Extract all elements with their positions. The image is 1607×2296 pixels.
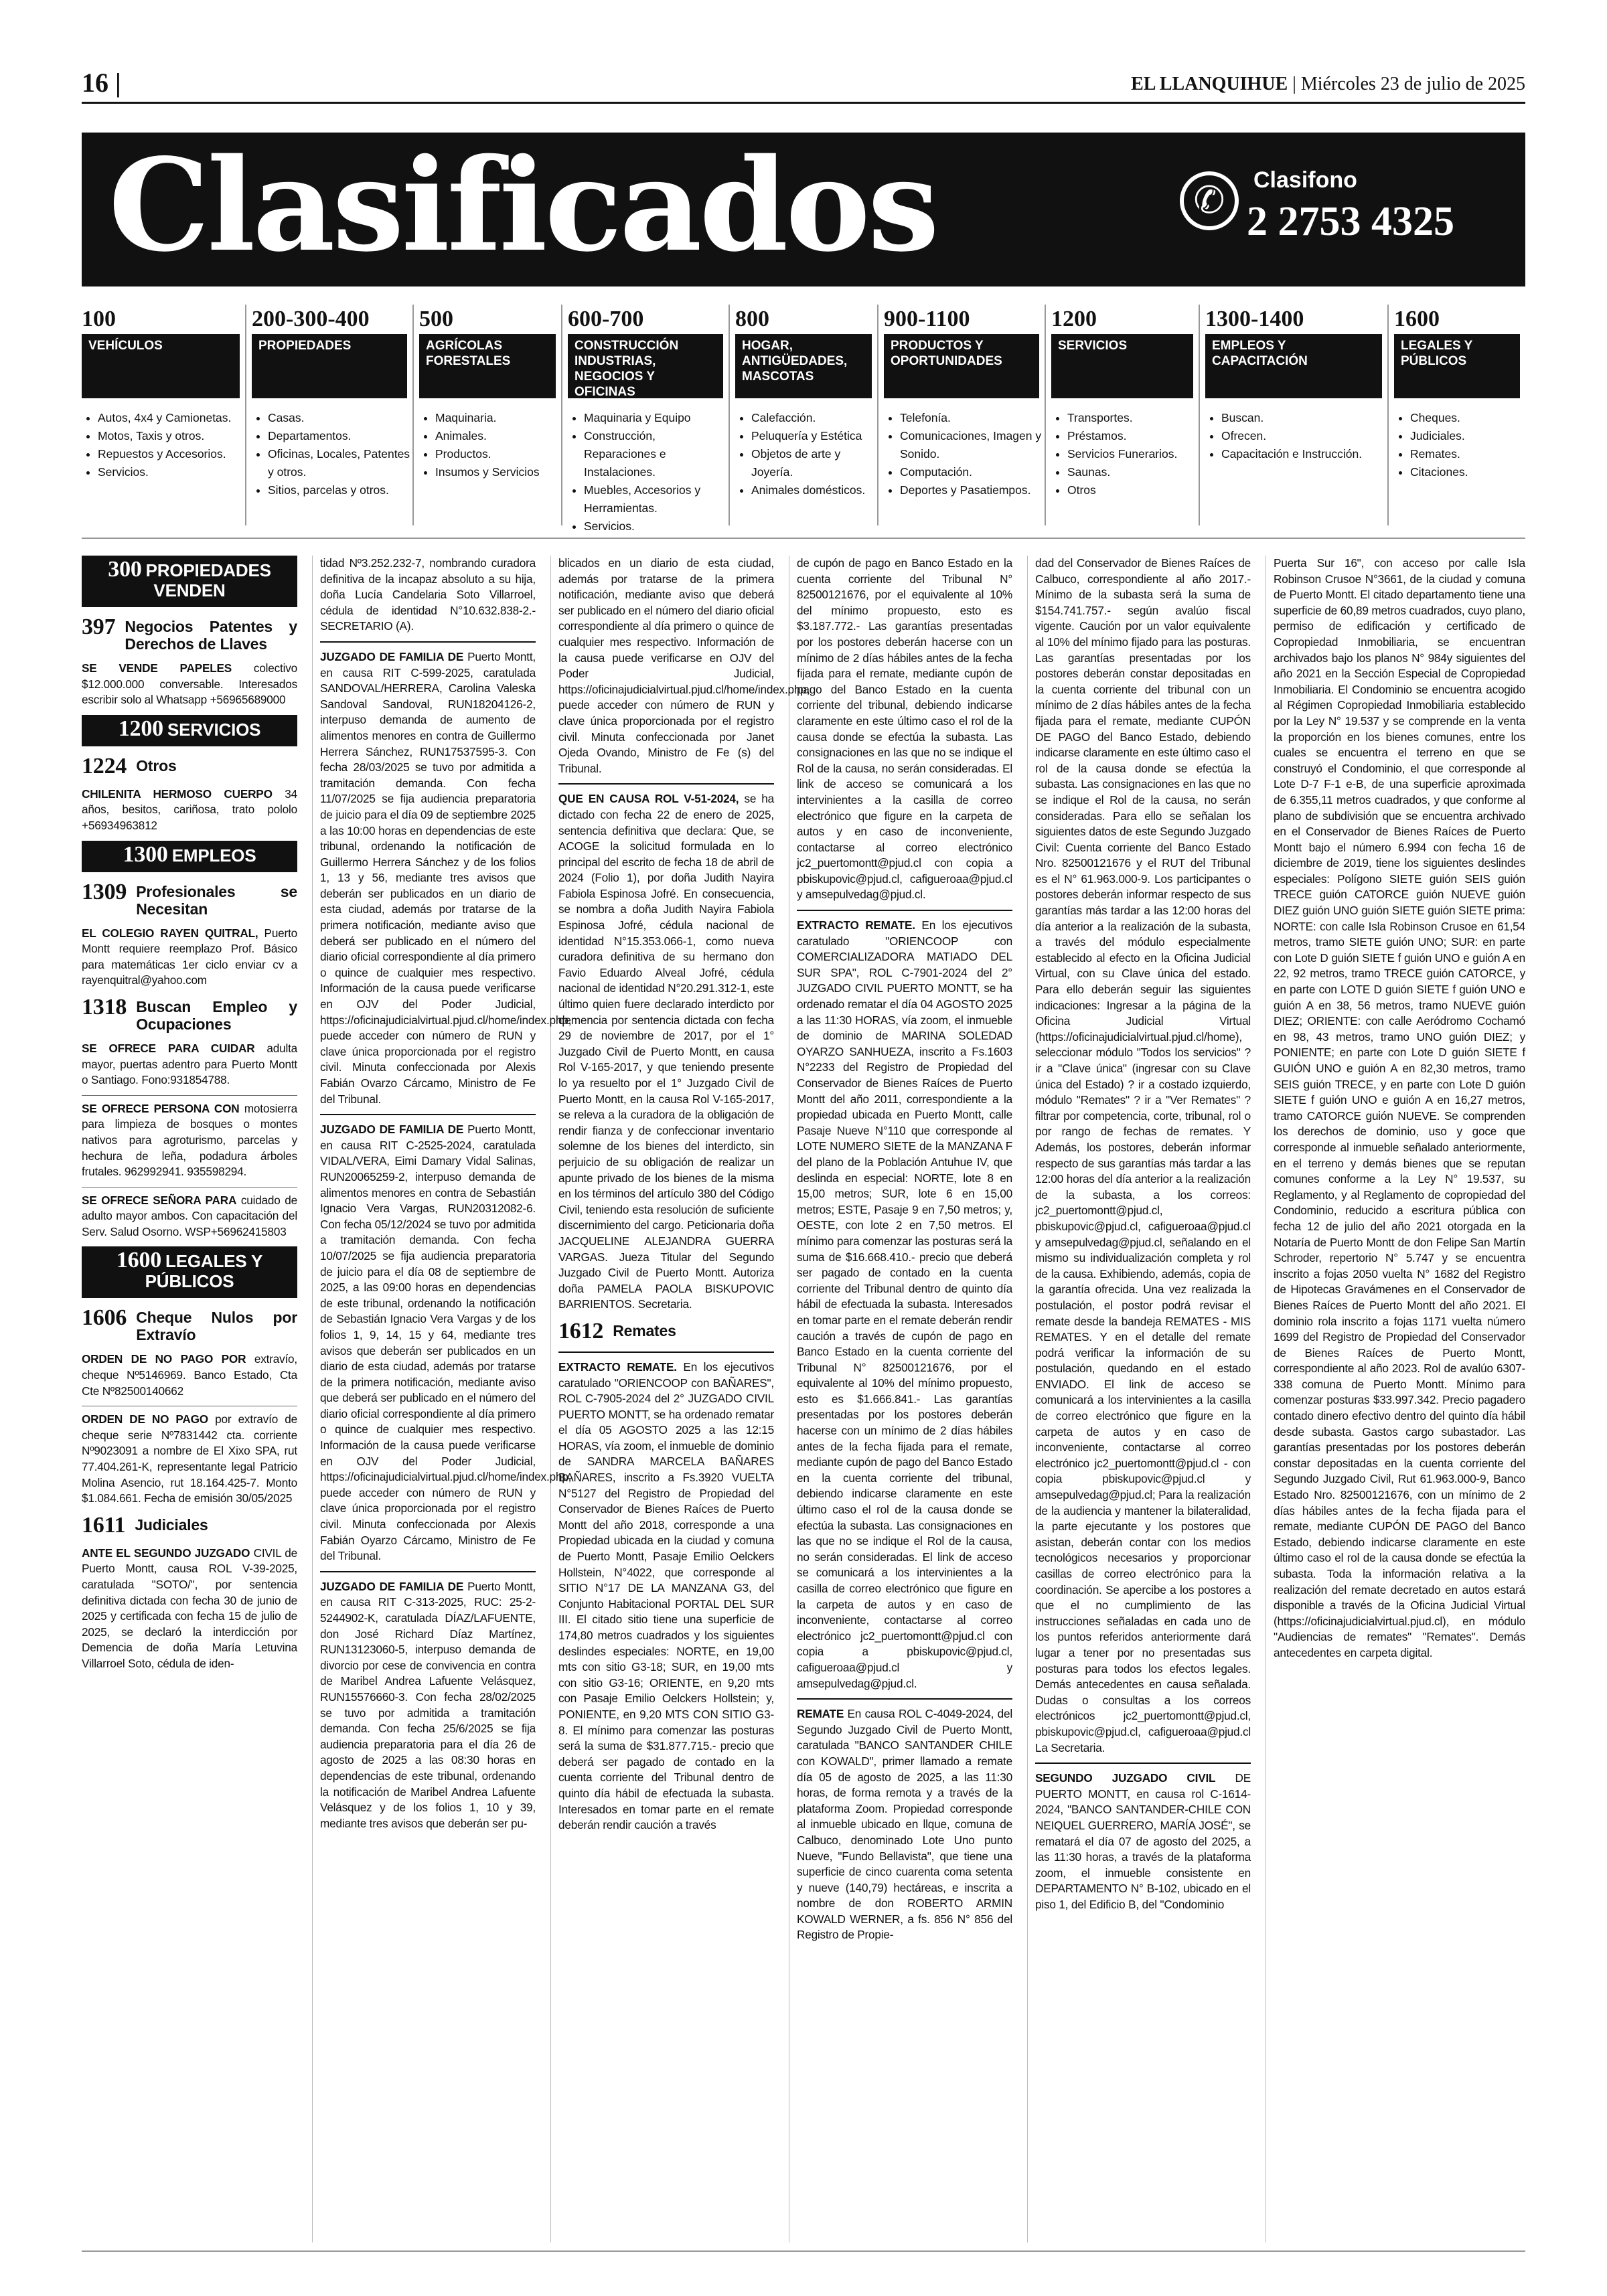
column-divider xyxy=(1027,556,1028,2242)
category-label: PROPIEDADES xyxy=(252,334,407,398)
subsection-label: Otros xyxy=(136,756,177,774)
category-item: • Préstamos. xyxy=(1067,427,1199,445)
category-item: • Judiciales. xyxy=(1410,427,1525,445)
ad-lead: EL COLEGIO RAYEN QUITRAL, xyxy=(82,926,258,940)
classified-ad xyxy=(82,1041,297,1088)
category-item: • Objetos de arte y Joyería. xyxy=(751,445,877,481)
notice-lead: JUZGADO DE FAMILIA DE xyxy=(320,1579,464,1593)
classified-ad xyxy=(82,1101,297,1180)
notice-text: En los ejecutivos caratulado "ORIENCOOP con BAÑARES", ROL C-7905-2024 del 2° JUZGADO CIVIL PUERTO MONTT, se ha ordenado rematar el día 05 AGOSTO 2025 a las 12:15 HORAS, vía zoom, el inmueble de dominio de SANDRA MARCELA BAÑARES BAÑARES, inscrito a Fs.3920 VUELTA N°5127 del Registro de Propiedad del Conservador de Bienes Raíces de Puerto Montt del año 2018, corresponde a una Propiedad ubicada en la ciudad y comuna de Puerto Montt, Pasaje Emilio Oelckers Hollstein, N°4022, que corresponde al SITIO N°17 DE LA MANZANA G3, del Conjunto Habitacional PORTAL DEL SUR III. El citado sitio tiene una superficie de 174,80 metros cuadrados y los siguientes deslindes especiales: NORTE, en 19,00 mts con sitio G3-18; SUR, en 19,00 mts con sitio G3-16; ORIENTE, en 9,20 mts con Pasaje Emilio Oelckers Hollstein; y, PONIENTE, en 9,20 MTS CON SITIO G3-8. El mínimo para comenzar las posturas será la suma de $31.877.715.- precio que deberá ser pagado de contado en la cuenta corriente del Tribunal dentro de quinto día hábil de efectuada la subasta. Interesados en tomar parte en el remate deberán rendir caución a través xyxy=(558,1360,774,1832)
category-number: 800 xyxy=(735,307,769,331)
divider xyxy=(558,783,774,785)
category-item: • Peluquería y Estética xyxy=(751,427,877,445)
category-item: • Servicios. xyxy=(584,517,729,536)
classified-ad xyxy=(82,661,297,708)
ad-lead: ORDEN DE NO PAGO xyxy=(82,1412,208,1426)
footer-divider xyxy=(82,2250,1525,2252)
publication-name: EL LLANQUIHUE xyxy=(1131,74,1288,94)
classified-ad xyxy=(82,1546,297,1672)
page-number: 16 | xyxy=(82,68,121,98)
section-label: PROPIEDADES VENDEN xyxy=(145,560,271,600)
category-item: • Motos, Taxis y otros. xyxy=(98,427,245,445)
notice-text: En los ejecutivos caratulado "ORIENCOOP con COMERCIALIZADORA MATIADO DEL SUR SPA", ROL C-7901-2024 del 2° JUZGADO CIVIL PUERTO MONTT, se ha ordenado rematar el día 04 AGOSTO 2025 a las 11:30 HORAS, vía zoom, el inmueble de dominio de MARINA SOLEDAD OYARZO SANHUEZA, inscrito a Fs.1603 N°2233 del Registro de Propiedad del Conservador de Bienes Raíces de Puerto Montt del año 2011, correspondiente a la propiedad ubicada en Puerto Montt, calle Pasaje Nueve N°110 que corresponde al LOTE NUMERO SIETE de la MANZANA F del plano de la Población Antuhue IV, que deslinda en especial: NORTE, lote 8 en 15,00 metros; SUR, lote 6 en 15,00 metros; ESTE, Pasaje 9 en 7,50 metros; y, OESTE, con lote 2 en 7,50 metros. El mínimo para comenzar las posturas será la suma de $16.668.410.- precio que deberá ser pagado de contado en la cuenta corriente del Tribunal dentro de quinto día hábil de efectuada la subasta. Interesados en tomar parte en el remate deberán rendir caución a través de cupón de pago en Banco Estado en la cuenta corriente del Tribunal N° 82500121676, por el equivalente al 10% del mínimo propuesto, esto es $1.666.841.- Las garantías presentadas por los postores deberán hacerse con un mínimo de 2 días hábiles antes de la fecha fijada para el remate, mediante cupón de pago del Banco Estado en la cuenta corriente del tribunal, debiendo indicarse claramente en este último caso el rol de la causa donde se efectúa la subasta. Las consignaciones en las que no se indique el Rol de la causa, no serán consideradas. El link de acceso se comunicará a los intervinientes a la casilla de correo electrónico que figure en la carpeta de autos y en caso de inconveniente, contactarse al correo electrónico jc2_puertomontt@pjud.cl con copia a pbiskupovic@pjud.cl, cafigueroaa@pjud.cl y amsepulvedag@pjud.cl. xyxy=(797,918,1012,1690)
subsection-397 xyxy=(82,615,297,653)
category-item: • Construcción, Reparaciones e Instalaciones. xyxy=(584,427,729,481)
category-items xyxy=(1394,409,1525,481)
category-items xyxy=(568,409,729,536)
classified-ad xyxy=(82,1193,297,1240)
category-number: 200-300-400 xyxy=(252,307,370,331)
notice-lead: QUE EN CAUSA ROL V-51-2024, xyxy=(558,792,739,806)
subsection-label: Negocios Patentes y Derechos de Llaves xyxy=(125,618,297,653)
category-200-300-400 xyxy=(245,305,412,525)
ad-text: extravío, cheque Nº5146969. Banco Estado, Cta Cte Nº82500140662 xyxy=(82,1352,297,1398)
notice-lead: JUZGADO DE FAMILIA DE xyxy=(320,1123,464,1137)
subsection-1612 xyxy=(558,1319,774,1343)
ad-lead: ORDEN DE NO PAGO POR xyxy=(82,1352,246,1366)
classified-ad xyxy=(82,787,297,834)
subsection-label: Profesionales se Necesitan xyxy=(136,882,297,918)
classified-ad xyxy=(82,1351,297,1399)
legal-notice xyxy=(1035,1771,1251,1912)
category-number: 900-1100 xyxy=(884,307,970,331)
category-label: VEHÍCULOS xyxy=(82,334,240,398)
category-items xyxy=(735,409,877,499)
category-item: • Saunas. xyxy=(1067,463,1199,481)
subsection-label: Judiciales xyxy=(135,1515,208,1534)
notice-lead: REMATE xyxy=(797,1707,844,1721)
section-header-1600 xyxy=(82,1246,297,1298)
legal-notice: dad del Conservador de Bienes Raíces de Calbuco, correspondiente al año 2017.- Mínimo de la subasta será la suma de $154.741.757.- según avalúo fiscal vigente. Caución por un valor equivalente al 10% del mínimo fijado para las posturas. Las garantías presentadas por los postores deberán constar depositadas en la cuenta corriente del tribunal con un mínimo de 2 días hábiles antes de la fecha fijada para el remate, mediante CUPÓN DE PAGO del Banco Estado, debiendo indicarse claramente en este último caso el rol de la causa donde se efectúa la subasta. Las consignaciones en las que no se indique el Rol de la causa, no serán consideradas. Para ello se señalan los siguientes datos de este Segundo Juzgado Civil: Cuenta corriente del Banco Estado Nro. 82500121676 y el RUT del Tribunal es el N° 61.963.000-9. Los participantes o postores deberán informar respecto de sus garantías más tardar a las 12:00 horas del día anterior a la realización de la subasta, a través del módulo especialmente establecido al efecto en la Oficina Judicial Virtual, con su Clave única del estado. Para ello deberán seguir las siguientes indicaciones: Ingresar a la página de la Oficina Judicial Virtual (https://oficinajudicialvirtual.pjud.cl/home), seleccionar módulo "Todos los servicios" ? ir a "Clave única" (ingresar con su Clave única del Estado) ? ir a costado izquierdo, módulo "Remates" ? ir a "Ver Remates" ? filtrar por competencia, corte, tribunal, rol o por rango de fechas de remates. Y Además, los postores, deberán informar respecto de sus garantías más tardar a las 12:00 horas del día anterior a la realización de la subasta, a los correos: jc2_puertomontt@pjud.cl, pbiskupovic@pjud.cl, cafigueroaa@pjud.cl y amsepulvedag@pjud.cl, señalando en el mismo su individualización completa y rol de la causa. Exhibiendo, además, copia de la garantía ofrecida. Una vez realizada la postulación, el postor podrá revisar el remate desde la bandeja REMATES - MIS REMATES. Y en el detalle del remate podrá verificar la información de su postulación, quedando en el estado ENVIADO. El link de acceso se comunicará a los intervinientes a la casilla de correo electrónico que figure en la carpeta de autos y en caso de inconveniente, contactarse al correo electrónico jc2_puertomontt@pjud.cl - con copia pbiskupovic@pjud.cl y amsepulvedag@pjud.cl; Para la realización de la audiencia y mantener la bilateralidad, la parte ejecutante y los postores que asistan, deberán contar con los medios tecnológicos necesarios y proporcionar casillas de correo electrónico para la coordinación. Se apercibe a los postores a que el no cumplimiento de las instrucciones señaladas en cada uno de los puntos referidos anteriormente dará lugar a tener por no presentadas sus posturas para todos los efectos legales. Demás antecedentes en causa señalada. Dudas o consultas a los correos electrónicos jc2_puertomontt@pjud.cl, pbiskupovic@pjud.cl, cafigueroaa@pjud.cl La Secretaria. xyxy=(1035,556,1251,1754)
subsection-number: 1224 xyxy=(82,753,127,778)
subsection-number: 1611 xyxy=(82,1512,126,1538)
ad-text: por extravío de cheque serie Nº7831442 cta. corriente Nº9023091 a nombre de El Xixo SPA, rut 77.404.261-K, representante legal Patricio Molina Asencio, rut 18.164.425-7. Monto $1.084.661. Fecha de emisión 30/05/2025 xyxy=(82,1412,297,1505)
category-item: • Repuestos y Accesorios. xyxy=(98,445,245,463)
subsection-number: 1309 xyxy=(82,879,127,904)
ad-text: CIVIL de Puerto Montt, causa ROL V-39-2025, caratulada "SOTO/", por sentencia definitiva dictada con fecha 30 de junio de 2025 y certificada con fecha 15 de julio de 2025, se declaró la interdicción por Demencia de doña María Letuvina Villarroel Soto, cédula de iden- xyxy=(82,1546,297,1670)
ad-lead: SE OFRECE PERSONA CON xyxy=(82,1101,240,1115)
subsection-label: Cheque Nulos por Extravío xyxy=(136,1309,297,1344)
section-header-1200 xyxy=(82,715,297,746)
subsection-1318 xyxy=(82,995,297,1033)
subsection-1309 xyxy=(82,880,297,918)
divider xyxy=(82,1095,297,1096)
category-item: • Otros xyxy=(1067,481,1199,499)
category-item: • Casas. xyxy=(268,409,412,427)
category-label: CONSTRUCCIÓN INDUSTRIAS, NEGOCIOS Y OFICINAS xyxy=(568,334,723,398)
legal-notice xyxy=(320,1122,572,1564)
category-items xyxy=(1205,409,1387,463)
section-label: SERVICIOS xyxy=(167,719,261,740)
category-item: • Transportes. xyxy=(1067,409,1199,427)
section-header-1300 xyxy=(82,841,297,872)
category-item: • Muebles, Accesorios y Herramientas. xyxy=(584,481,729,517)
legal-notice xyxy=(320,1579,536,1832)
category-label: HOGAR, ANTIGÜEDADES, MASCOTAS xyxy=(735,334,872,398)
divider xyxy=(558,1351,774,1353)
ad-text: motosierra para limpieza de bosques o montes nativos para agroturismo, parcelas y hechura de leña, podadura árboles frutales. 962992941. 935598294. xyxy=(82,1101,297,1179)
divider xyxy=(1035,1762,1251,1764)
category-1200 xyxy=(1045,305,1199,525)
category-item: • Telefonía. xyxy=(900,409,1045,427)
notice-text: Puerto Montt, en causa RIT C-313-2025, RUC: 25-2-5244902-K, caratulada DÍAZ/LAFUENTE, don José Richard Díaz Martínez, RUN13123060-5, interpuso demanda de divorcio por cese de convivencia en contra de Maribel Andrea Lafuente Velásquez, RUN15576660-3. Con fecha 28/02/2025 se tuvo por admitida a tramitación demanda. Con fecha 25/6/2025 se fija audiencia preparatoria para el día 26 de agosto de 2025 a las 08:30 horas en dependencias de este tribunal, ordenando la notificación de Maribel Andrea Lafuente Velásquez y de los folios 1, 10 y 39, mediante tres avisos que deberán ser pu- xyxy=(320,1579,536,1830)
subsection-number: 1606 xyxy=(82,1305,127,1331)
category-number: 500 xyxy=(419,307,453,331)
legal-notice xyxy=(320,649,572,1107)
subsection-1606 xyxy=(82,1306,297,1343)
clasifono-label: Clasifono xyxy=(1253,167,1357,193)
category-item: • Calefacción. xyxy=(751,409,877,427)
category-items xyxy=(419,409,561,481)
category-item: • Animales domésticos. xyxy=(751,481,877,499)
category-item: • Departamentos. xyxy=(268,427,412,445)
section-number: 1200 xyxy=(118,716,163,741)
clasifono-number[interactable]: 2 2753 4325 xyxy=(1247,199,1454,244)
subsection-label: Buscan Empleo y Ocupaciones xyxy=(136,997,297,1033)
category-label: AGRÍCOLAS FORESTALES xyxy=(419,334,556,398)
ad-text: Puerto Montt requiere reemplazo Prof. Básico para matemáticas 1er ciclo enviar cv a rayenquitral@yahoo.com xyxy=(82,926,297,987)
category-items xyxy=(252,409,412,499)
subsection-label: Remates xyxy=(613,1321,676,1339)
category-item: • Buscan. xyxy=(1221,409,1387,427)
category-number: 1300-1400 xyxy=(1205,307,1304,331)
ad-text: 34 años, besitos, cariñosa, trato pololo +56934963812 xyxy=(82,787,297,832)
ad-text: cuidado de adulto mayor ambos. Con capacitación del Serv. Salud Osorno. WSP+56962415803 xyxy=(82,1193,297,1238)
category-600-700 xyxy=(561,305,729,533)
category-item: • Citaciones. xyxy=(1410,463,1525,481)
divider xyxy=(320,1571,536,1572)
notice-lead: EXTRACTO REMATE. xyxy=(797,918,915,932)
subsection-number: 1318 xyxy=(82,994,127,1019)
column-divider xyxy=(312,556,313,2242)
category-items xyxy=(82,409,245,481)
category-900-1100 xyxy=(877,305,1045,525)
column-6 xyxy=(1274,556,1525,1668)
notice-text: Puerto Montt, en causa RIT C-2525-2024, caratulada VIDAL/VERA, Eimi Damary Vidal Salinas, RUN20065259-2, interpuso demanda de alimentos menores en contra de Sebastián Ignacio Vera Vargas, RUN20312082-6. Con fecha 05/12/2024 se tuvo por admitida a tramitación demanda. Con fecha 10/07/2025 se fija audiencia preparatoria de juicio para el día 08 de septiembre de 2025, a las 09:00 horas en dependencias de este tribunal, ordenando la notificación de Sebastián Ignacio Vera Vargas y de los folios 1, 9, 14, 15 y 64, mediante tres avisos que deberán ser publicados en un diario de esta ciudad, además por tratarse de la primera notificación, mediante aviso que deberá ser publicado en el número del diario oficial correspondiente al día primero o quince de cualquier mes respectivo. Información de la causa puede verificarse en OJV del Poder Judicial, https://oficinajudicialvirtual.pjud.cl/home/index.php, puede acceder con número de RUN y clave única proporcionada por el registro civil. Minuta confeccionada por Alexis Fabián Oyarzo Cárcamo, Ministro de Fe del Tribunal. xyxy=(320,1123,572,1563)
category-item: • Maquinaria. xyxy=(435,409,561,427)
divider xyxy=(320,641,536,643)
notice-text: Puerto Montt, en causa RIT C-599-2025, caratulada SANDOVAL/HERRERA, Carolina Valeska Sandoval Sandoval, RUN18204126-2, interpuso demanda de aumento de alimentos menores en contra de Guillermo Herrera Sánchez, RUN17537595-3. Con fecha 28/03/2025 se tuvo por admitida a tramitación demanda. Con fecha 11/07/2025 se fija audiencia preparatoria de juicio para el día 09 de septiembre 2025 a las 10:00 horas en dependencias de este tribunal, ordenando la notificación de Guillermo Herrera Sánchez y de los folios 1, 13 y 56, mediante tres avisos que deberán ser publicados en un diario de esta ciudad, además por tratarse de la primera notificación, mediante aviso que deberá ser publicado en el número del diario oficial correspondiente al día primero o quince de cualquier mes respectivo. Información de la causa puede verificarse en OJV del Poder Judicial, https://oficinajudicialvirtual.pjud.cl/home/index.php, puede acceder con número de RUN y clave única proporcionada por el registro civil. Minuta confeccionada por Alexis Fabián Ovarzo Cárcamo, Ministro de Fe del Tribunal. xyxy=(320,649,572,1106)
page-folio xyxy=(82,64,1525,104)
legal-notice xyxy=(797,918,1012,1692)
legal-notice: tidad Nº3.252.232-7, nombrando curadora definitiva de la incapaz absoluto a su hija, doña Lucía Candelaria Soto Villarroel, cédula de identidad N°10.632.838-2.-SECRETARIO (A). xyxy=(320,556,536,633)
column-5 xyxy=(1035,556,1251,1919)
divider xyxy=(82,538,1525,539)
subsection-1224 xyxy=(82,754,297,778)
column-2 xyxy=(320,556,572,1838)
category-800 xyxy=(729,305,877,525)
category-1600 xyxy=(1387,305,1525,525)
ad-lead: SE OFRECE PARA CUIDAR xyxy=(82,1041,255,1055)
section-number: 300 xyxy=(108,557,142,582)
category-500 xyxy=(412,305,561,525)
category-label: LEGALES Y PÚBLICOS xyxy=(1394,334,1520,398)
category-item: • Oficinas, Locales, Patentes y otros. xyxy=(268,445,412,481)
category-number: 100 xyxy=(82,307,116,331)
legal-notice: blicados en un diario de esta ciudad, además por tratarse de la primera notificación, mediante aviso que deberá ser publicado en el número del diario oficial correspondiente al día primero o quince de cualquier mes respectivo. Información de la causa puede verificarse en OJV del Poder Judicial, https://oficinajudicialvirtual.pjud.cl/home/index.php, puede acceder con número de RUN y clave única proporcionada por el registro civil. Minuta confeccionada por Janet Ojeda Ovando, Ministro de Fe (s) del Tribunal. xyxy=(558,556,810,775)
column-3 xyxy=(558,556,810,1840)
category-item: • Insumos y Servicios xyxy=(435,463,561,481)
ad-lead: SE OFRECE SEÑORA PARA xyxy=(82,1193,237,1207)
section-label: LEGALES Y PÚBLICOS xyxy=(145,1251,263,1292)
phone-icon: ✆ xyxy=(1180,171,1239,230)
category-item: • Animales. xyxy=(435,427,561,445)
category-item: • Capacitación e Instrucción. xyxy=(1221,445,1387,463)
category-label: SERVICIOS xyxy=(1051,334,1193,398)
section-number: 1600 xyxy=(116,1248,162,1273)
legal-notice xyxy=(797,1706,1012,1943)
section-title: Clasificados xyxy=(108,131,937,280)
notice-text: DE PUERTO MONTT, en causa rol C-1614-2024, "BANCO SANTANDER-CHILE CON NEIQUEL GUERRERO, MARÍA JOSÉ", se rematará el día 07 de agosto del 2025, a las 11:30 horas, a través de la plataforma zoom, el inmueble consistente en DEPARTAMENTO N° B-102, ubicado en el piso 1, del Edificio B, del "Condominio xyxy=(1035,1771,1251,1911)
section-banner xyxy=(82,133,1525,286)
ad-lead: SE VENDE PAPELES xyxy=(82,661,232,675)
category-number: 1600 xyxy=(1394,307,1440,331)
section-label: EMPLEOS xyxy=(171,845,256,866)
column-1 xyxy=(82,556,297,1679)
notice-text: se ha dictado con fecha 22 de enero de 2025, sentencia definitiva que declara: Que, se ACOGE la solicitud formulada en lo principal del escrito de fecha 18 de abril de 2024 (Folio 1), por doña Judith Nayira Fabiola Espinosa Jofré. En consecuencia, se nombra a doña Judith Nayira Fabiola Espinosa Jofré, cédula nacional de identidad N°15.353.066-1, como nueva curadora definitiva de su hermano don Favio Eduardo Alveal Jofré, cédula nacional de identidad N°20.291.312-1, este último quien fuere declarado interdicto por demencia por sentencia dictada con fecha 29 de noviembre de 2017, por el 1° Juzgado Civil de Puerto Montt, en causa Rol V-165-2017, y que teniendo presente lo ya resuelto por el 1° Juzgado Civil de Puerto Montt, en la causa Rol V-165-2017, se releva a la curadora de la obligación de rendir fianza y de confeccionar inventario solemne de los bienes del interdicto, sin perjuicio de su obligación de realizar un apunte privado de los bienes de la misma en los términos del artículo 380 del Código Civil, teniendo esta resolución de suficiente discernimiento del cargo. Peticionaria doña JACQUELINE ALEJANDRA GUERRA VARGAS. Jueza Titular del Segundo Juzgado Civil de Puerto Montt. Autoriza doña PAMELA PAOLA BISKUPOVIC BARRIENTOS. Secretaria. xyxy=(558,792,775,1311)
category-number: 600-700 xyxy=(568,307,644,331)
publication-line xyxy=(1131,74,1525,95)
category-item: • Deportes y Pasatiempos. xyxy=(900,481,1045,499)
category-item: • Autos, 4x4 y Camionetas. xyxy=(98,409,245,427)
category-items xyxy=(1051,409,1199,499)
category-item: • Productos. xyxy=(435,445,561,463)
category-items xyxy=(884,409,1045,499)
legal-notice xyxy=(558,791,774,1313)
publication-date: | Miércoles 23 de julio de 2025 xyxy=(1292,74,1525,94)
section-number: 1300 xyxy=(123,841,168,867)
category-label: EMPLEOS Y CAPACITACIÓN xyxy=(1205,334,1382,398)
divider xyxy=(320,1114,536,1115)
category-item: • Servicios Funerarios. xyxy=(1067,445,1199,463)
category-item: • Sitios, parcelas y otros. xyxy=(268,481,412,499)
subsection-number: 397 xyxy=(82,614,116,639)
ad-text: colectivo $12.000.000 conversable. Interesados escribir solo al Whatsapp +56965689000 xyxy=(82,661,297,707)
category-item: • Remates. xyxy=(1410,445,1525,463)
category-item: • Ofrecen. xyxy=(1221,427,1387,445)
category-item: • Computación. xyxy=(900,463,1045,481)
section-header-300 xyxy=(82,556,297,607)
category-100 xyxy=(82,305,245,525)
divider xyxy=(797,910,1012,911)
category-index xyxy=(82,305,1525,533)
classified-ad xyxy=(82,1412,297,1507)
column-divider xyxy=(550,556,551,2242)
category-item: • Cheques. xyxy=(1410,409,1525,427)
subsection-number: 1612 xyxy=(558,1318,604,1343)
ad-lead: CHILENITA HERMOSO CUERPO xyxy=(82,787,273,801)
legal-notice xyxy=(558,1360,774,1833)
subsection-1611 xyxy=(82,1513,297,1538)
ad-text: adulta mayor, puertas adentro para Puerto Montt o Santiago. Fono:931854788. xyxy=(82,1041,297,1087)
legal-notice: Puerta Sur 16", con acceso por calle Isla Robinson Crusoe N°3661, de la ciudad y comuna de Puerto Montt. El citado departamento tiene una superficie de 60,89 metros cuadrados, cuyo plano, permiso de edificación y certificado de Copropiedad Inmobiliaria, se encuentran archivados bajo los planos N° 984y siguientes del año 2021 en la Sección Especial de Copropiedad Inmobiliaria. El Condominio se encuentra acogido al Régimen Copropiedad Inmobiliaria establecido por la Ley N° 19.537 y se comprende en la venta la proporción en los bienes comunes, entre los cuales se encuentra el terreno en que se construyó el Condominio, el que corresponde al Lote D-7 F-1 e-B, de una superficie aproximada de 6.355,11 metros cuadrados, y que conforme al plano de subdivisión que se encuentra archivado en el Conservador de Bienes Raíces de Puerto Montt bajo el número 6.994 con fecha 16 de diciembre de 2019, tiene los siguientes deslindes especiales: Polígono SIETE guión SEIS guión TRECE guión CATORCE guión NUEVE guión DIEZ guión UNO guión SIETE guión SIETE prima: NORTE: con calle Isla Robinson Crusoe en 61,54 metros, tramo SIETE guión UNO; SUR: en parte con Lote D guión SIETE f guión UNO e guión A en 22, 92 metros, tramo TRECE guión CATORCE, y en parte con LOTE D guión SIETE f guión UNO e guión A en 38, 56 metros, tramo NUEVE guión DIEZ; ORIENTE: con calle Aeródromo Cochamó en 98, 43 metros, tramo UNO guión DIEZ; y PONIENTE; en parte con Lote D guión SIETE f GUIÓN UNO e guión A en 82,30 metros, tramo SEIS guión TRECE, y en parte con Lote D guión SIETE f guión UNO e guión A en 16,27 metros, tramo CATORCE guión NUEVE. Se comprenden los derechos de dominio, uso y goce que corresponde al inmueble señalado anteriormente, en el terreno y demás bienes que se reputan comunes conforme a la Ley N° 19.537, su Reglamento, y al Reglamento de copropiedad del Condominio, reducido a escritura pública con fecha 12 de julio del año 2021 otorgada en la Notaría de Puerto Montt de don Felipe San Martín Schroder, repertorio N° 5.747 y se encuentra inscrito a fojas 2050 vuelta N° 1682 del Registro de Hipotecas Gravámenes en el Conservador de Bienes Raíces de Puerto Montt del año 2021. El dominio rola inscrito a fojas 1171 vuelta número 1699 del Registro de Propiedad del Conservador de Bienes Raíces de Puerto Montt, correspondiente al año 2023. Rol de avalúo 6307-338 comuna de Puerto Montt. Mínimo para comenzar posturas $33.997.342. Precio pagadero contado dinero efectivo dentro del quinto día hábil desde subasta. Gastos cargo subastador. Las garantías presentadas por los postores deberán constar depositadas en la cuenta corriente del Segundo Juzgado Civil, Rut 61.963.000-9, Banco Estado Nro. 82500121676, con un mínimo de 2 días hábiles antes de la fecha fijada para el remate, mediante CUPÓN DE PAGO del Banco Estado, debiendo indicarse claramente en este último caso el rol de la causa donde se efectúa la subasta. Toda la información relativa a la realización del remate decretado en autos estará disponible a través de la Oficina Judicial Virtual (https://oficinajudicialvirtual.pjud.cl), en módulo "Audiencias de remates" "Remates". Demás antecedentes en carpeta digital. xyxy=(1274,556,1525,1659)
category-label: PRODUCTOS Y OPORTUNIDADES xyxy=(884,334,1039,398)
ad-lead: ANTE EL SEGUNDO JUZGADO xyxy=(82,1546,250,1560)
notice-lead: JUZGADO DE FAMILIA DE xyxy=(320,649,464,663)
divider xyxy=(797,1698,1012,1700)
classified-ad xyxy=(82,926,297,989)
notice-text: En causa ROL C-4049-2024, del Segundo Juzgado Civil de Puerto Montt, caratulada "BANCO SANTANDER CHILE con KOWALD", primer llamado a remate día 05 de agosto de 2025, a las 11:30 horas, de forma remota y a través de la plataforma Zoom. Propiedad corresponde al inmueble ubicado en llque, comuna de Calbuco, denominado Lote Uno punto Nueve, "Fundo Bellavista", que tiene una superficie de cinco cuarenta coma setenta y nueve (140,79) hectáreas, e inscrita a nombre de don ROBERTO ARMIN KOWALD WERNER, a fs. 856 N° 856 del Registro de Propie- xyxy=(797,1707,1012,1942)
category-item: • Comunicaciones, Imagen y Sonido. xyxy=(900,427,1045,463)
column-4 xyxy=(797,556,1012,1950)
notice-lead: SEGUNDO JUZGADO CIVIL xyxy=(1035,1771,1216,1785)
notice-lead: EXTRACTO REMATE. xyxy=(558,1360,677,1374)
category-item: • Servicios. xyxy=(98,463,245,481)
category-number: 1200 xyxy=(1051,307,1097,331)
category-1300-1400 xyxy=(1199,305,1387,525)
legal-notice: de cupón de pago en Banco Estado en la cuenta corriente del Tribunal N° 82500121676, por el equivalente al 10% del mínimo propuesto, esto es $3.187.772.- Las garantías presentadas por los postores deberán hacerse con un mínimo de 2 días hábiles antes de la fecha fijada para el remate, mediante cupón de pago del Banco Estado en la cuenta corriente del tribunal, debiendo indicarse claramente en este último caso el rol de la causa donde se efectúa la subasta. Las consignaciones en las que no se indique el Rol de la causa, no serán consideradas. El link de acceso se comunicará a los intervinientes a la casilla de correo electrónico que figure en la carpeta de autos y en caso de inconveniente, contactarse al correo electrónico jc2_puertomontt@pjud.cl con copia a pbiskupovic@pjud.cl, cafigueroaa@pjud.cl y amsepulvedag@pjud.cl. xyxy=(797,556,1012,902)
category-item: • Maquinaria y Equipo xyxy=(584,409,729,427)
